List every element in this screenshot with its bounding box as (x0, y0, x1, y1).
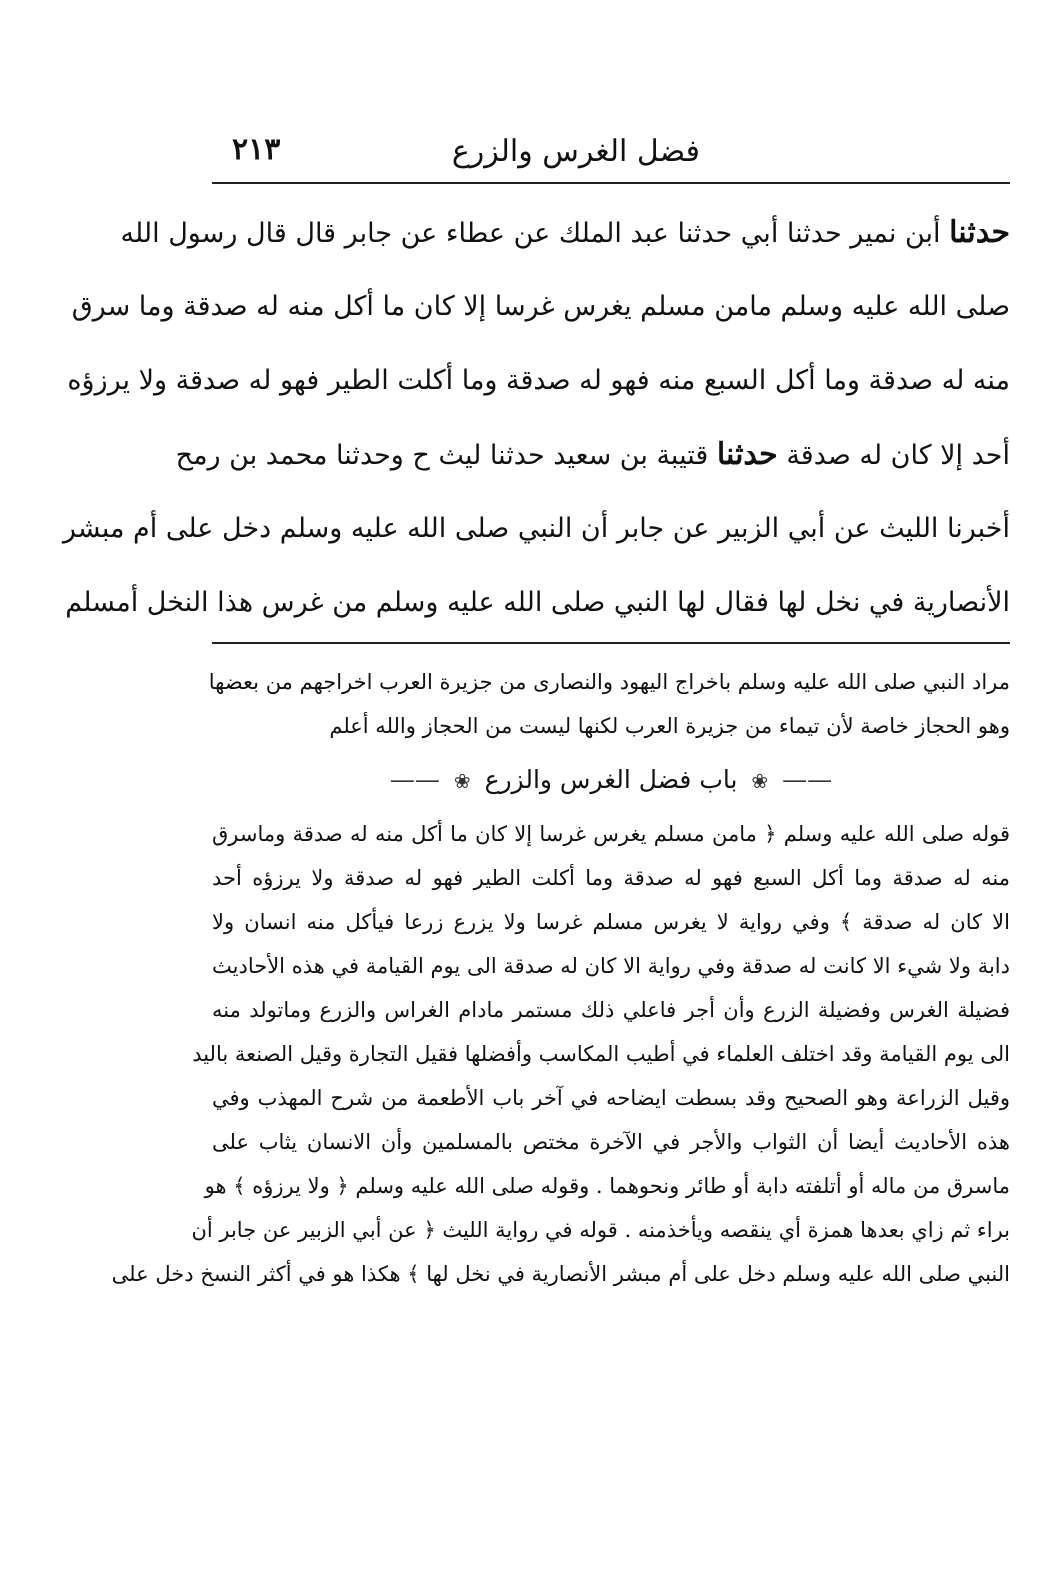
running-title: فضل الغرس والزرع (451, 134, 700, 169)
hadith-line (175, 418, 1010, 492)
haddathana-marker: حدثنا (949, 215, 1010, 250)
page-number: ٢١٣ (232, 132, 281, 167)
hadith-line: أخبرنا الليث عن أبي الزبير عن جابر أن النبي صلى الله عليه وسلم دخل على أم مبشر (62, 513, 1010, 544)
heading-dash: —— (782, 765, 833, 794)
hadith-line: الأنصارية في نخل لها فقال لها النبي صلى الله عليه وسلم من غرس هذا النخل أمسلم (65, 587, 1010, 618)
floral-ornament-icon: ❀ (751, 769, 769, 793)
hadith-line-text: قتيبة بن سعيد حدثنا ليث ح وحدثنا محمد بن رمح (175, 440, 709, 471)
hadith-line (120, 196, 1010, 270)
section-rule (212, 642, 1010, 644)
commentary-line: مراد النبي صلى الله عليه وسلم باخراج اليهود والنصارى من جزيرة العرب اخراجهم من بعضها (208, 670, 1010, 694)
commentary-line: فضيلة الغرس وفضيلة الزرع وأن أجر فاعلي ذلك مستمر مادام الغراس والزرع وماتولد منه (212, 998, 1010, 1022)
commentary-line: الا كان له صدقة ﴾ وفي رواية لا يغرس مسلم غرسا ولا يزرع زرعا فيأكل منه انسان ولا (212, 910, 1010, 934)
heading-dash: —— (389, 765, 440, 794)
hadith-text (62, 196, 1010, 640)
commentary-line: براء ثم زاي بعدها همزة أي ينقصه ويأخذمنه . قوله في رواية الليث ﴿ عن أبي الزبير عن جابر أن (191, 1218, 1010, 1242)
chapter-heading (212, 748, 1010, 812)
commentary-line: هذه الأحاديث أيضا أن الثواب والأجر في الآخرة مختص بالمسلمين وأن الانسان يثاب على (212, 1130, 1010, 1154)
floral-ornament-icon: ❀ (453, 769, 471, 793)
chapter-title: باب فضل الغرس والزرع (484, 765, 738, 794)
hadith-line: منه له صدقة وما أكل السبع منه فهو له صدقة وما أكلت الطير فهو له صدقة ولا يرزؤه (67, 365, 1010, 396)
page-header (212, 124, 1010, 180)
commentary-line: ماسرق من ماله أو أتلفته دابة أو طائر ونحوهما . وقوله صلى الله عليه وسلم ﴿ ولا يرزؤه ﴾ هو (204, 1174, 1010, 1198)
commentary-line: الى يوم القيامة وقد اختلف العلماء في أطيب المكاسب وأفضلها فقيل التجارة وقيل الصنعة باليد (192, 1042, 1010, 1066)
commentary-line: وهو الحجاز خاصة لأن تيماء من جزيرة العرب لكنها ليست من الحجاز والله أعلم (329, 714, 1010, 738)
hadith-line: صلى الله عليه وسلم مامن مسلم يغرس غرسا إلا كان ما أكل منه له صدقة وما سرق (71, 291, 1010, 322)
hadith-line-text: أحد إلا كان له صدقة (786, 440, 1010, 471)
header-rule (212, 182, 1010, 184)
commentary-line: منه له صدقة وما أكل السبع فهو له صدقة وما أكلت الطير فهو له صدقة ولا يرزؤه أحد (212, 866, 1010, 890)
haddathana-marker: حدثنا (716, 437, 778, 472)
commentary-line: قوله صلى الله عليه وسلم ﴿ مامن مسلم يغرس غرسا إلا كان ما أكل منه له صدقة وماسرق (212, 822, 1010, 846)
commentary-line: دابة ولا شيء الا كانت له صدقة وفي رواية الا كان له صدقة الى يوم القيامة في هذه الأحاديث (212, 954, 1010, 978)
commentary (111, 660, 1010, 1296)
hadith-line-text: أبن نمير حدثنا أبي حدثنا عبد الملك عن عطاء عن جابر قال قال رسول الله (120, 218, 941, 249)
commentary-line: وقيل الزراعة وهو الصحيح وقد بسطت ايضاحه في آخر باب الأطعمة من شرح المهذب وفي (212, 1086, 1010, 1110)
commentary-line: النبي صلى الله عليه وسلم دخل على أم مبشر الأنصارية في نخل لها ﴾ هكذا هو في أكثر النسخ دخل على (111, 1262, 1010, 1286)
